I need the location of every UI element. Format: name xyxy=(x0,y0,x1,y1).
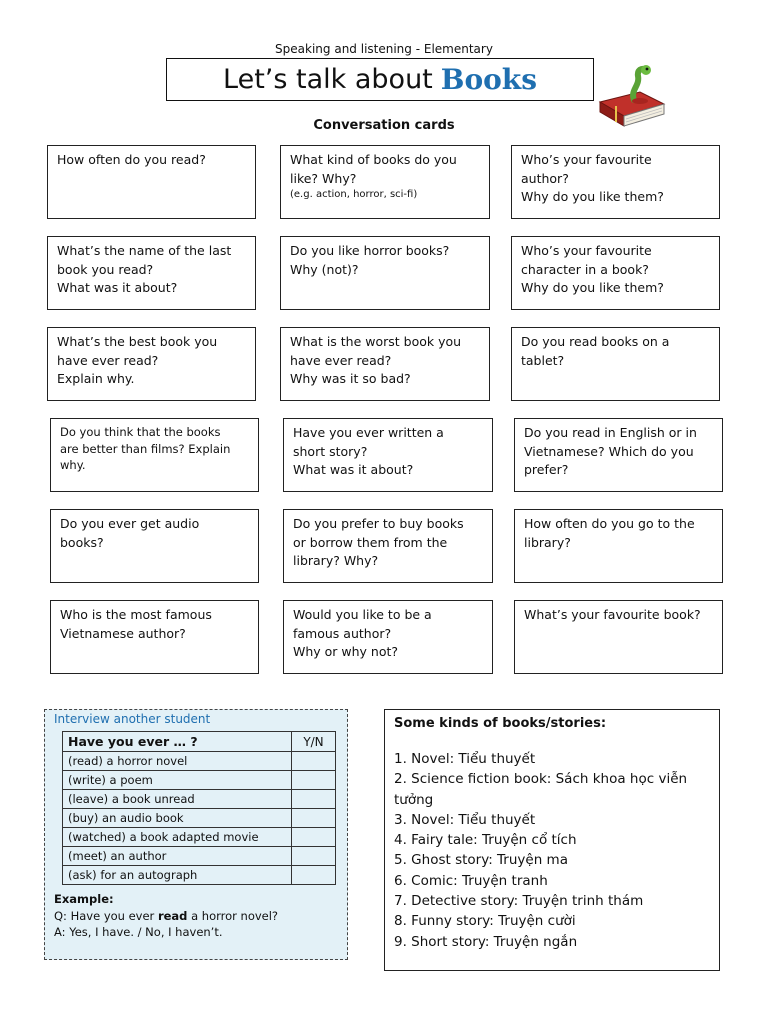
card-line: How often do you go to the xyxy=(524,516,695,531)
list-item: 6. Comic: Truyện tranh xyxy=(394,872,548,889)
table-row xyxy=(63,809,336,828)
card-line: Why was it so bad? xyxy=(290,371,411,386)
interview-question-cell: (meet) an author xyxy=(63,847,292,866)
card-line: have ever read? xyxy=(290,352,392,368)
card-line: tablet? xyxy=(521,352,565,368)
card-line: Who’s your favourite xyxy=(521,243,652,258)
card-line: What was it about? xyxy=(57,280,178,295)
conversation-card xyxy=(283,418,493,492)
interview-question-cell: (buy) an audio book xyxy=(63,809,292,828)
conversation-card xyxy=(511,145,720,219)
card-line: Do you think that the books xyxy=(60,425,221,439)
card-line: Vietnamese author? xyxy=(60,625,186,641)
conversation-card xyxy=(50,600,259,674)
conversation-card xyxy=(280,236,490,310)
example-question-verb: read xyxy=(157,908,188,923)
card-line: have ever read? xyxy=(57,352,159,368)
list-item: 8. Funny story: Truyện cười xyxy=(394,913,576,930)
book-kinds-heading: Some kinds of books/stories: xyxy=(394,716,607,731)
card-line: Why or why not? xyxy=(293,644,399,659)
interview-heading: Interview another student xyxy=(54,712,211,726)
card-line: Explain why. xyxy=(57,371,135,386)
conversation-card xyxy=(47,327,256,401)
card-line: library? Why? xyxy=(293,553,379,568)
card-line: Why (not)? xyxy=(290,261,359,277)
conversation-card xyxy=(283,600,493,674)
card-line: famous author? xyxy=(293,625,392,641)
example-block xyxy=(54,891,278,941)
list-item: 1. Novel: Tiểu thuyết xyxy=(394,751,536,767)
page-title-accent: Books xyxy=(440,63,537,96)
conversation-card xyxy=(511,327,720,401)
card-line: Do you read books on a xyxy=(521,334,670,349)
card-line: short story? xyxy=(293,443,368,459)
card-line: character in a book? xyxy=(521,261,649,277)
card-line: What’s the name of the last xyxy=(57,243,232,258)
interview-question-cell: (watched) a book adapted movie xyxy=(63,828,292,847)
table-header-row xyxy=(63,732,336,752)
card-line: Have you ever written a xyxy=(293,425,444,440)
card-line: library? xyxy=(524,534,571,550)
interview-box xyxy=(44,709,348,960)
answer-cell[interactable] xyxy=(292,771,336,790)
interview-question-cell: (read) a horror novel xyxy=(63,752,292,771)
interview-question-cell: (leave) a book unread xyxy=(63,790,292,809)
card-line: Do you read in English or in xyxy=(524,425,697,440)
table-row xyxy=(63,752,336,771)
list-item: 2. Science fiction book: Sách khoa học viễn xyxy=(394,771,688,788)
list-item: 9. Short story: Truyện ngắn xyxy=(394,933,578,950)
conversation-card xyxy=(511,236,720,310)
card-line: Who is the most famous xyxy=(60,607,212,622)
interview-question-cell: (ask) for an autograph xyxy=(63,866,292,885)
page-title: Let’s talk about xyxy=(223,64,433,95)
card-line: Do you ever get audio xyxy=(60,516,200,531)
book-kinds-list xyxy=(394,749,710,952)
conversation-card xyxy=(50,509,259,583)
card-line: What is the worst book you xyxy=(290,334,462,349)
card-line: Why do you like them? xyxy=(521,280,664,295)
answer-cell[interactable] xyxy=(292,847,336,866)
column-header-question: Have you ever … ? xyxy=(63,732,292,752)
page-subtitle: Speaking and listening - Elementary xyxy=(275,42,493,56)
card-line: prefer? xyxy=(524,462,569,477)
example-question-start: Q: Have you ever xyxy=(54,908,158,923)
card-line: Who’s your favourite xyxy=(521,152,652,167)
conversation-card xyxy=(514,600,723,674)
card-line: books? xyxy=(60,534,104,550)
answer-cell[interactable] xyxy=(292,866,336,885)
table-row xyxy=(63,828,336,847)
title-box xyxy=(166,58,594,101)
card-line: or borrow them from the xyxy=(293,534,448,550)
column-header-yn: Y/N xyxy=(292,732,336,752)
table-row xyxy=(63,866,336,885)
conversation-card xyxy=(514,509,723,583)
card-line: are better than films? Explain xyxy=(60,441,231,456)
section-title: Conversation cards xyxy=(313,118,455,133)
table-row xyxy=(63,790,336,809)
card-line: What kind of books do you xyxy=(290,152,457,167)
card-line: Why do you like them? xyxy=(521,189,664,204)
card-line: Would you like to be a xyxy=(293,607,432,622)
conversation-card xyxy=(47,145,256,219)
table-row xyxy=(63,847,336,866)
card-line: author? xyxy=(521,170,569,186)
list-item: tưởng xyxy=(394,791,434,808)
conversation-card xyxy=(283,509,493,583)
list-item: 7. Detective story: Truyện trinh thám xyxy=(394,893,644,910)
interview-question-cell: (write) a poem xyxy=(63,771,292,790)
answer-cell[interactable] xyxy=(292,809,336,828)
conversation-card xyxy=(47,236,256,310)
list-item: 4. Fairy tale: Truyện cổ tích xyxy=(394,832,577,849)
answer-cell[interactable] xyxy=(292,790,336,809)
card-line: What was it about? xyxy=(293,462,414,477)
card-line: Vietnamese? Which do you xyxy=(524,443,694,459)
conversation-card xyxy=(280,327,490,401)
card-line: How often do you read? xyxy=(57,152,206,167)
list-item: 5. Ghost story: Truyện ma xyxy=(394,852,568,869)
card-line: why. xyxy=(60,458,86,472)
example-question-end: a horror novel? xyxy=(187,908,279,923)
list-item: 3. Novel: Tiểu thuyết xyxy=(394,811,536,828)
conversation-card xyxy=(50,418,259,492)
answer-cell[interactable] xyxy=(292,828,336,847)
card-line: like? Why? xyxy=(290,170,357,186)
conversation-card xyxy=(280,145,490,219)
example-question xyxy=(54,908,278,925)
example-answer: A: Yes, I have. / No, I haven’t. xyxy=(54,925,223,939)
conversation-card xyxy=(514,418,723,492)
interview-table xyxy=(62,731,336,885)
card-line: What’s the best book you xyxy=(57,334,218,349)
example-label: Example: xyxy=(54,892,114,906)
card-note: (e.g. action, horror, sci-fi) xyxy=(290,189,418,200)
book-kinds-box xyxy=(384,709,720,971)
card-line: book you read? xyxy=(57,261,154,277)
card-line: Do you like horror books? xyxy=(290,243,450,258)
card-line: What’s your favourite book? xyxy=(524,607,701,622)
card-line: Do you prefer to buy books xyxy=(293,516,464,531)
table-row xyxy=(63,771,336,790)
answer-cell[interactable] xyxy=(292,752,336,771)
